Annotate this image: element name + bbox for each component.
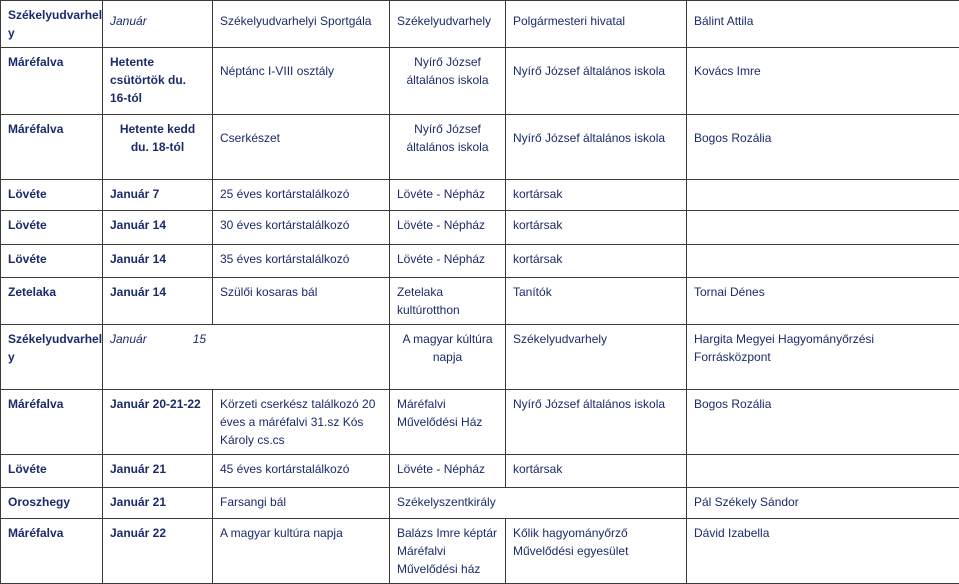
contact-cell: Hargita Megyei Hagyományőrzési Forrásközpont [687,325,959,390]
contact-cell [687,211,959,245]
place-cell: Székelyudvarhel y [1,325,103,390]
table-row [1,455,959,488]
organizer-cell: Nyírő József általános iskola [506,390,687,455]
contact-cell: Bogos Rozália [687,390,959,455]
place-cell: Székelyudvarhel y [1,1,103,48]
contact-cell [687,245,959,278]
venue-cell: Lövéte - Népház [390,245,506,278]
event-cell: Cserkészet [213,115,390,180]
contact-cell: Pál Székely Sándor [687,488,959,519]
place-cell: Máréfalva [1,48,103,115]
place-cell: Lövéte [1,455,103,488]
date-cell: Január 21 [103,488,213,519]
venue-cell: A magyar kúltúra napja [390,325,506,390]
organizer-cell: kortársak [506,245,687,278]
date-cell [103,325,390,390]
table-row [1,180,959,211]
place-cell: Lövéte [1,180,103,211]
venue-cell: Lövéte - Népház [390,180,506,211]
organizer-cell: kortársak [506,211,687,245]
venue-cell: Székelyudvarhely [390,1,506,48]
event-cell: Székelyudvarhelyi Sportgála [213,1,390,48]
date-cell: Január 21 [103,455,213,488]
event-cell: Néptánc I-VIII osztály [213,48,390,115]
table-row [1,325,959,390]
organizer-cell: Nyírő József általános iskola [506,115,687,180]
table-row [1,519,959,584]
venue-cell: Nyírő József általános iskola [390,115,506,180]
date-number: 15 [193,332,206,346]
date-cell: Január 14 [103,245,213,278]
event-cell: Farsangi bál [213,488,390,519]
place-cell: Máréfalva [1,390,103,455]
organizer-cell: Polgármesteri hivatal [506,1,687,48]
contact-cell: Dávid Izabella [687,519,959,584]
place-cell: Máréfalva [1,519,103,584]
place-cell: Lövéte [1,211,103,245]
date-cell: Január 7 [103,180,213,211]
venue-cell: Lövéte - Népház [390,211,506,245]
venue-cell: Zetelaka kultúrotthon [390,278,506,325]
event-cell: 35 éves kortárstalálkozó [213,245,390,278]
contact-cell [687,455,959,488]
event-cell: A magyar kultúra napja [213,519,390,584]
venue-cell: Máréfalvi Művelődési Ház [390,390,506,455]
venue-cell: Nyírő József általános iskola [390,48,506,115]
date-cell: Január 14 [103,278,213,325]
table-row [1,211,959,245]
contact-cell: Kovács Imre [687,48,959,115]
place-cell: Oroszhegy [1,488,103,519]
date-cell: Hetente csütörtök du. 16-tól [103,48,213,115]
organizer-cell: Tanítók [506,278,687,325]
organizer-cell: Székelyudvarhely [506,325,687,390]
venue-cell: Lövéte - Népház [390,455,506,488]
organizer-cell: Nyírő József általános iskola [506,48,687,115]
date-cell: Január [103,1,213,48]
event-cell: 45 éves kortárstalálkozó [213,455,390,488]
organizer-cell: kortársak [506,180,687,211]
place-cell: Zetelaka [1,278,103,325]
date-cell: Január 22 [103,519,213,584]
organizer-cell: Kőlik hagyományőrző Művelődési egyesület [506,519,687,584]
contact-cell: Tornai Dénes [687,278,959,325]
table-row [1,488,959,519]
table-row [1,278,959,325]
event-cell: 30 éves kortárstalálkozó [213,211,390,245]
table-row [1,245,959,278]
venue-cell: Balázs Imre képtár Máréfalvi Művelődési ház [390,519,506,584]
venue-cell: Székelyszentkirály [390,488,687,519]
contact-cell [687,180,959,211]
event-cell: Körzeti cserkész találkozó 20 éves a máréfalvi 31.sz Kós Károly cs.cs [213,390,390,455]
table-row [1,390,959,455]
event-cell: Szülői kosaras bál [213,278,390,325]
date-cell: Január 14 [103,211,213,245]
place-cell: Lövéte [1,245,103,278]
event-cell: 25 éves kortárstalálkozó [213,180,390,211]
table-row [1,48,959,115]
date-word: Január [110,332,147,346]
table-row [1,115,959,180]
place-cell: Máréfalva [1,115,103,180]
date-cell: Január 20-21-22 [103,390,213,455]
contact-cell: Bogos Rozália [687,115,959,180]
date-cell: Hetente kedd du. 18-tól [103,115,213,180]
table-row [1,1,959,48]
organizer-cell: kortársak [506,455,687,488]
contact-cell: Bálint Attila [687,1,959,48]
